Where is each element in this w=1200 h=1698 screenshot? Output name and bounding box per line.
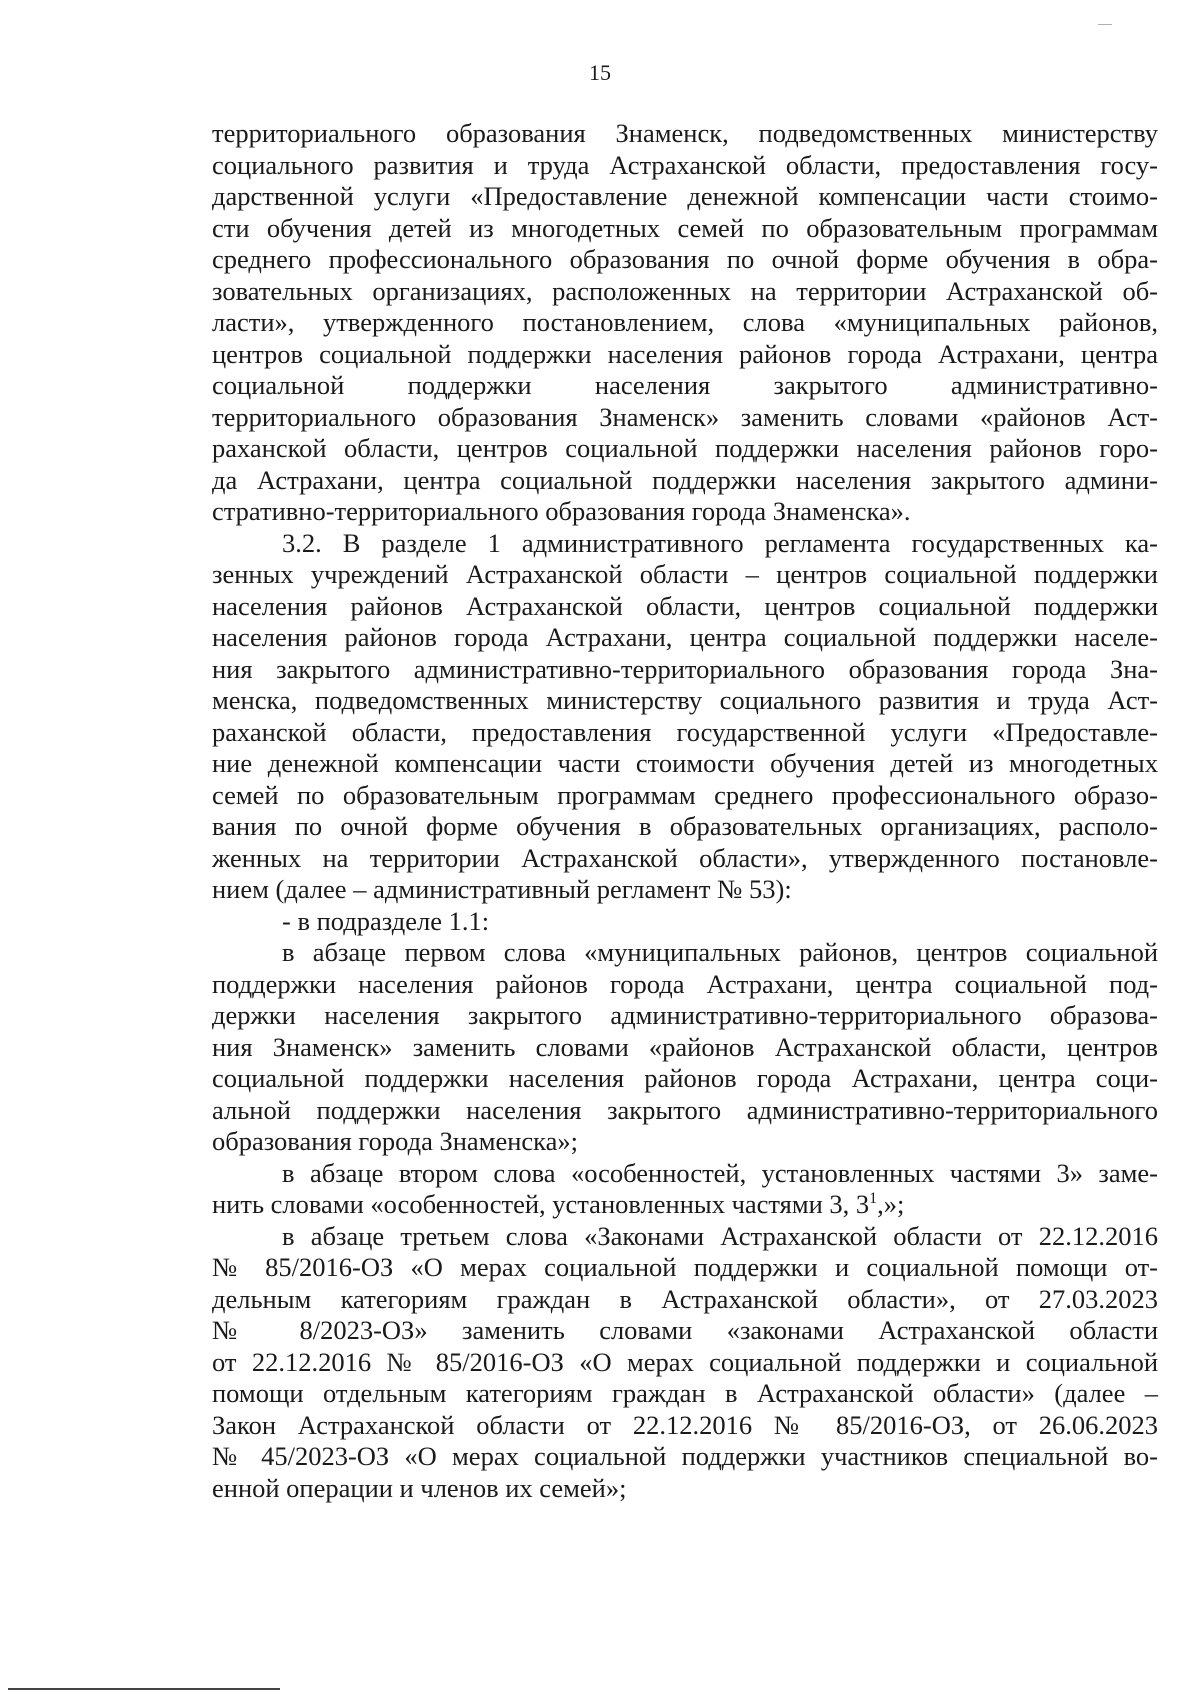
text-line [212, 1221, 1158, 1253]
text-line-content: среднего профессионального образования по очной форме обучения в обра- [212, 244, 1158, 274]
text-line-content: образования города Знаменска»; [212, 1126, 579, 1156]
text-line-content: ние денежной компенсации части стоимости обучения детей из многодетных [212, 748, 1158, 778]
text-line-content: 3.2. В разделе 1 административного регламента государственных ка- [282, 527, 1158, 558]
text-line [212, 843, 1158, 875]
text-line [212, 118, 1158, 150]
text-line-content: вания по очной форме обучения в образовательных организациях, располо- [212, 811, 1158, 841]
page-number: 15 [589, 60, 611, 85]
text-line-content: населения районов города Астрахани, центра социальной поддержки населе- [212, 622, 1158, 652]
text-line [212, 213, 1158, 245]
text-line-content: стративно-территориального образования города Знаменска». [212, 496, 911, 526]
text-line [212, 780, 1158, 812]
text-line-content: - в подразделе 1.1: [282, 905, 490, 936]
text-line [212, 370, 1158, 402]
text-line-content: ласти», утвержденного постановлением, слова «муниципальных районов, [212, 307, 1158, 337]
text-line-content: дельным категориям граждан в Астраханской области», от 27.03.2023 [212, 1283, 1158, 1314]
text-line-content: зенных учреждений Астраханской области – центров социальной поддержки [212, 559, 1158, 589]
text-line-content: сти обучения детей из многодетных семей по образовательным программам [212, 212, 1158, 243]
text-line [212, 276, 1158, 308]
text-line [212, 1441, 1158, 1473]
text-line [212, 1095, 1158, 1127]
text-line [212, 1189, 1158, 1221]
text-line-content: альной поддержки населения закрытого административно-территориального [212, 1094, 1158, 1125]
text-line-content: от 22.12.2016 № 85/2016-ОЗ «О мерах социальной поддержки и социальной [212, 1346, 1158, 1377]
text-line [212, 591, 1158, 623]
text-line [212, 150, 1158, 182]
text-line [212, 559, 1158, 591]
text-line [212, 1410, 1158, 1442]
text-line [212, 1126, 1158, 1158]
text-line [212, 811, 1158, 843]
text-line-content: раханской области, центров социальной поддержки населения районов горо- [212, 433, 1158, 463]
text-line-content: социальной поддержки населения районов города Астрахани, центра соци- [212, 1063, 1158, 1093]
text-line-content: в абзаце первом слова «муниципальных районов, центров социальной [282, 937, 1158, 967]
text-line-content: социального развития и труда Астраханской области, предоставления госу- [212, 149, 1158, 180]
superscript: 1 [869, 1190, 878, 1208]
text-line [212, 1032, 1158, 1064]
text-line-content: нить словами «особенностей, установленных частями 3, 3 [212, 1189, 870, 1219]
text-line-content: населения районов Астраханской области, центров социальной поддержки [212, 590, 1158, 621]
text-line-content: помощи отдельным категориям граждан в Астраханской области» (далее – [212, 1378, 1158, 1408]
text-line-content: Закон Астраханской области от 22.12.2016 № 85/2016-ОЗ, от 26.06.2023 [212, 1409, 1158, 1440]
text-line [212, 748, 1158, 780]
text-line [212, 1284, 1158, 1316]
text-line-content: раханской области, предоставления государственной услуги «Предоставле- [212, 716, 1158, 747]
text-line-content: № 45/2023-ОЗ «О мерах социальной поддержки участников специальной во- [212, 1441, 1158, 1471]
text-line [212, 465, 1158, 497]
text-line-content: № 85/2016-ОЗ «О мерах социальной поддержки и социальной помощи от- [212, 1252, 1158, 1282]
text-line [212, 1315, 1158, 1347]
text-line-content: держки населения закрытого административно-территориального образова- [212, 1000, 1158, 1030]
text-line-content: да Астрахани, центра социальной поддержки населения закрытого админи- [212, 464, 1158, 495]
text-line [212, 906, 1158, 938]
text-line [212, 1347, 1158, 1379]
text-line [212, 622, 1158, 654]
text-line [212, 433, 1158, 465]
text-line-content: семей по образовательным программам среднего профессионального образо- [212, 779, 1158, 810]
text-line-content: ния закрытого административно-территориального образования города Зна- [212, 653, 1158, 684]
text-line [212, 528, 1158, 560]
text-line-content: женных на территории Астраханской области», утвержденного постановле- [212, 842, 1158, 873]
text-line-content: поддержки населения районов города Астрахани, центра социальной под- [212, 968, 1158, 999]
text-line-content: социальной поддержки населения закрытого административно- [212, 370, 1158, 400]
text-line [212, 1252, 1158, 1284]
text-line [212, 685, 1158, 717]
text-line [212, 1473, 1158, 1505]
text-line-content: менска, подведомственных министерству социального развития и труда Аст- [212, 685, 1158, 715]
text-line [212, 181, 1158, 213]
text-line [212, 937, 1158, 969]
text-line-content: дарственной услуги «Предоставление денежной компенсации части стоимо- [212, 181, 1158, 211]
text-line-content: нием (далее – административный регламент № 53): [212, 874, 792, 904]
text-line-content: территориального образования Знаменск» заменить словами «районов Аст- [212, 401, 1158, 432]
text-line [212, 339, 1158, 371]
text-line-content: в абзаце втором слова «особенностей, установленных частями 3» заме- [282, 1157, 1158, 1188]
text-line [212, 654, 1158, 686]
text-line [212, 307, 1158, 339]
text-line [212, 1063, 1158, 1095]
text-line [212, 1158, 1158, 1190]
text-line-content: ния Знаменск» заменить словами «районов Астраханской области, центров [212, 1031, 1158, 1062]
text-line [212, 874, 1158, 906]
text-line-content: зовательных организациях, расположенных на территории Астраханской об- [212, 275, 1158, 306]
text-line [212, 1000, 1158, 1032]
text-line [212, 717, 1158, 749]
text-line-content: № 8/2023-ОЗ» заменить словами «законами Астраханской области [212, 1315, 1158, 1345]
text-line-content: территориального образования Знаменск, подведомственных министерству [212, 118, 1158, 148]
scan-corner-mark [1098, 24, 1112, 25]
text-line-content: енной операции и членов их семей»; [212, 1472, 627, 1503]
document-body [212, 118, 1158, 1504]
text-line-content: центров социальной поддержки населения районов города Астрахани, центра [212, 338, 1158, 369]
text-line-tail: ,»; [877, 1189, 905, 1219]
text-line [212, 402, 1158, 434]
text-line-content: в абзаце третьем слова «Законами Астраханской области от 22.12.2016 [282, 1220, 1158, 1251]
text-line [212, 1378, 1158, 1410]
text-line [212, 969, 1158, 1001]
text-line [212, 244, 1158, 276]
text-line [212, 496, 1158, 528]
footnote-rule [8, 1688, 280, 1690]
